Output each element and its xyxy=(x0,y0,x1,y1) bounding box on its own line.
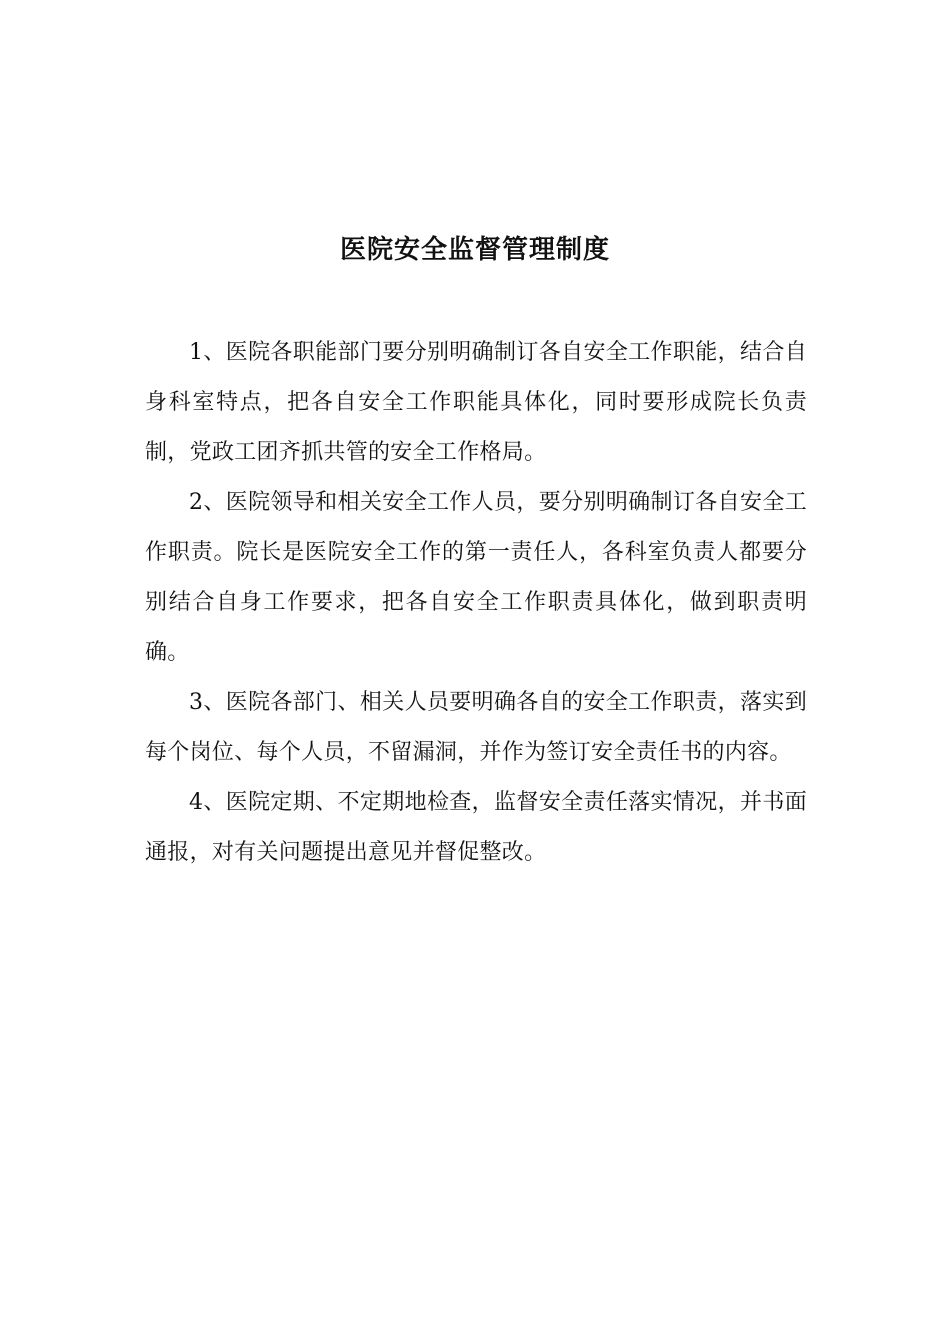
document-title: 医院安全监督管理制度 xyxy=(339,235,610,265)
document-body xyxy=(145,328,807,878)
paragraph-4: 4、医院定期、不定期地检查，监督安全责任落实情况，并书面通报，对有关问题提出意见并督促整改。 xyxy=(145,790,807,865)
paragraph-3: 3、医院各部门、相关人员要明确各自的安全工作职责，落实到每个岗位、每个人员，不留漏洞，并作为签订安全责任书的内容。 xyxy=(145,690,807,765)
paragraph-2: 2、医院领导和相关安全工作人员，要分别明确制订各自安全工作职责。院长是医院安全工作的第一责任人，各科室负责人都要分别结合自身工作要求，把各自安全工作职责具体化，做到职责明确。 xyxy=(145,490,807,665)
paragraph-1: 1、医院各职能部门要分别明确制订各自安全工作职能，结合自身科室特点，把各自安全工作职能具体化，同时要形成院长负责制，党政工团齐抓共管的安全工作格局。 xyxy=(145,340,807,465)
